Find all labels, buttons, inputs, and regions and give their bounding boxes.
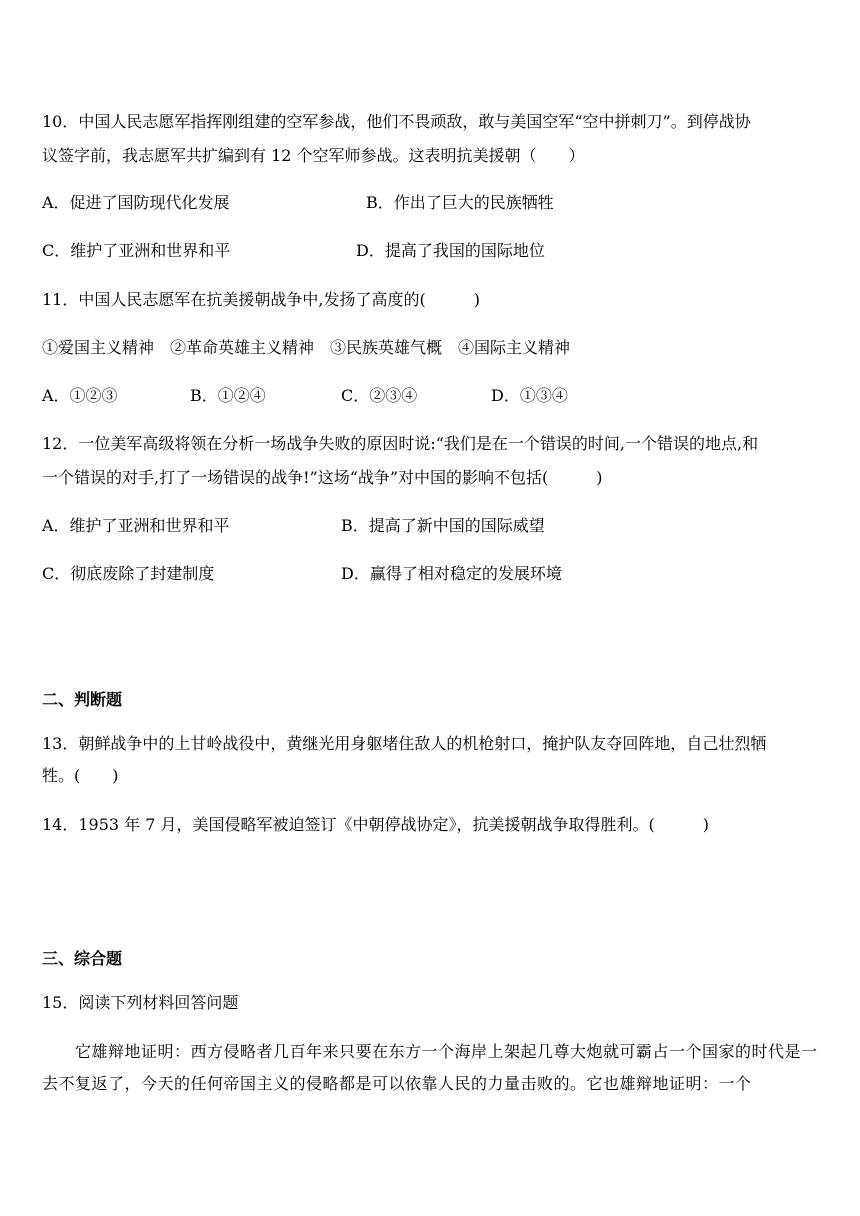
q13-stem-line1: 13．朝鲜战争中的上甘岭战役中，黄继光用身躯堵住敌人的机枪射口，掩护队友夺回阵地，自己壮烈牺 xyxy=(42,734,767,753)
q10-stem-line2: 议签字前，我志愿军共扩编到有 12 个空军师参战。这表明抗美援朝（ ） xyxy=(42,146,585,165)
q10-option-b: B．作出了巨大的民族牺牲 xyxy=(366,193,554,212)
q10-stem-line1: 10．中国人民志愿军指挥刚组建的空军参战，他们不畏顽敌，敢与美国空军“空中拼刺刀”。到停战协 xyxy=(42,112,751,131)
section-heading-comprehensive: 三、综合题 xyxy=(42,949,123,968)
q11-option-c: C．②③④ xyxy=(341,386,418,405)
q12-option-d: D．赢得了相对稳定的发展环境 xyxy=(341,564,562,583)
q10-option-c: C．维护了亚洲和世界和平 xyxy=(42,241,231,260)
q11-items: ①爱国主义精神 ②革命英雄主义精神 ③民族英雄气概 ④国际主义精神 xyxy=(42,338,571,357)
q12-stem-line2: 一个错误的对手,打了一场错误的战争!”这场“战争”对中国的影响不包括( ) xyxy=(42,468,603,487)
q10-option-a: A．促进了国防现代化发展 xyxy=(42,193,230,212)
q12-option-a: A．维护了亚洲和世界和平 xyxy=(42,516,230,535)
q11-stem: 11．中国人民志愿军在抗美援朝战争中,发扬了高度的( ) xyxy=(42,290,480,309)
q14-stem: 14．1953 年 7 月，美国侵略军被迫签订《中朝停战协定》，抗美援朝战争取得胜利。( ) xyxy=(42,815,710,834)
q10-option-d: D．提高了我国的国际地位 xyxy=(356,241,545,260)
q12-stem-line1: 12．一位美军高级将领在分析一场战争失败的原因时说:“我们是在一个错误的时间,一个错误的地点,和 xyxy=(42,434,759,453)
q11-option-a: A．①②③ xyxy=(42,386,118,405)
section-heading-judgment: 二、判断题 xyxy=(42,690,123,709)
q13-stem-line2: 牲。( ) xyxy=(42,766,119,785)
q11-option-d: D．①③④ xyxy=(491,386,568,405)
q12-option-c: C．彻底废除了封建制度 xyxy=(42,564,215,583)
q15-stem: 15．阅读下列材料回答问题 xyxy=(42,993,239,1012)
q11-option-b: B．①②④ xyxy=(190,386,266,405)
q15-passage: 它雄辩地证明：西方侵略者几百年来只要在东方一个海岸上架起几尊大炮就可霸占一个国家的时代是一去不复返了，今天的任何帝国主义的侵略都是可以依靠人民的力量击败的。它也雄辩地证明：一个 xyxy=(42,1042,818,1093)
q12-option-b: B．提高了新中国的国际威望 xyxy=(341,516,545,535)
